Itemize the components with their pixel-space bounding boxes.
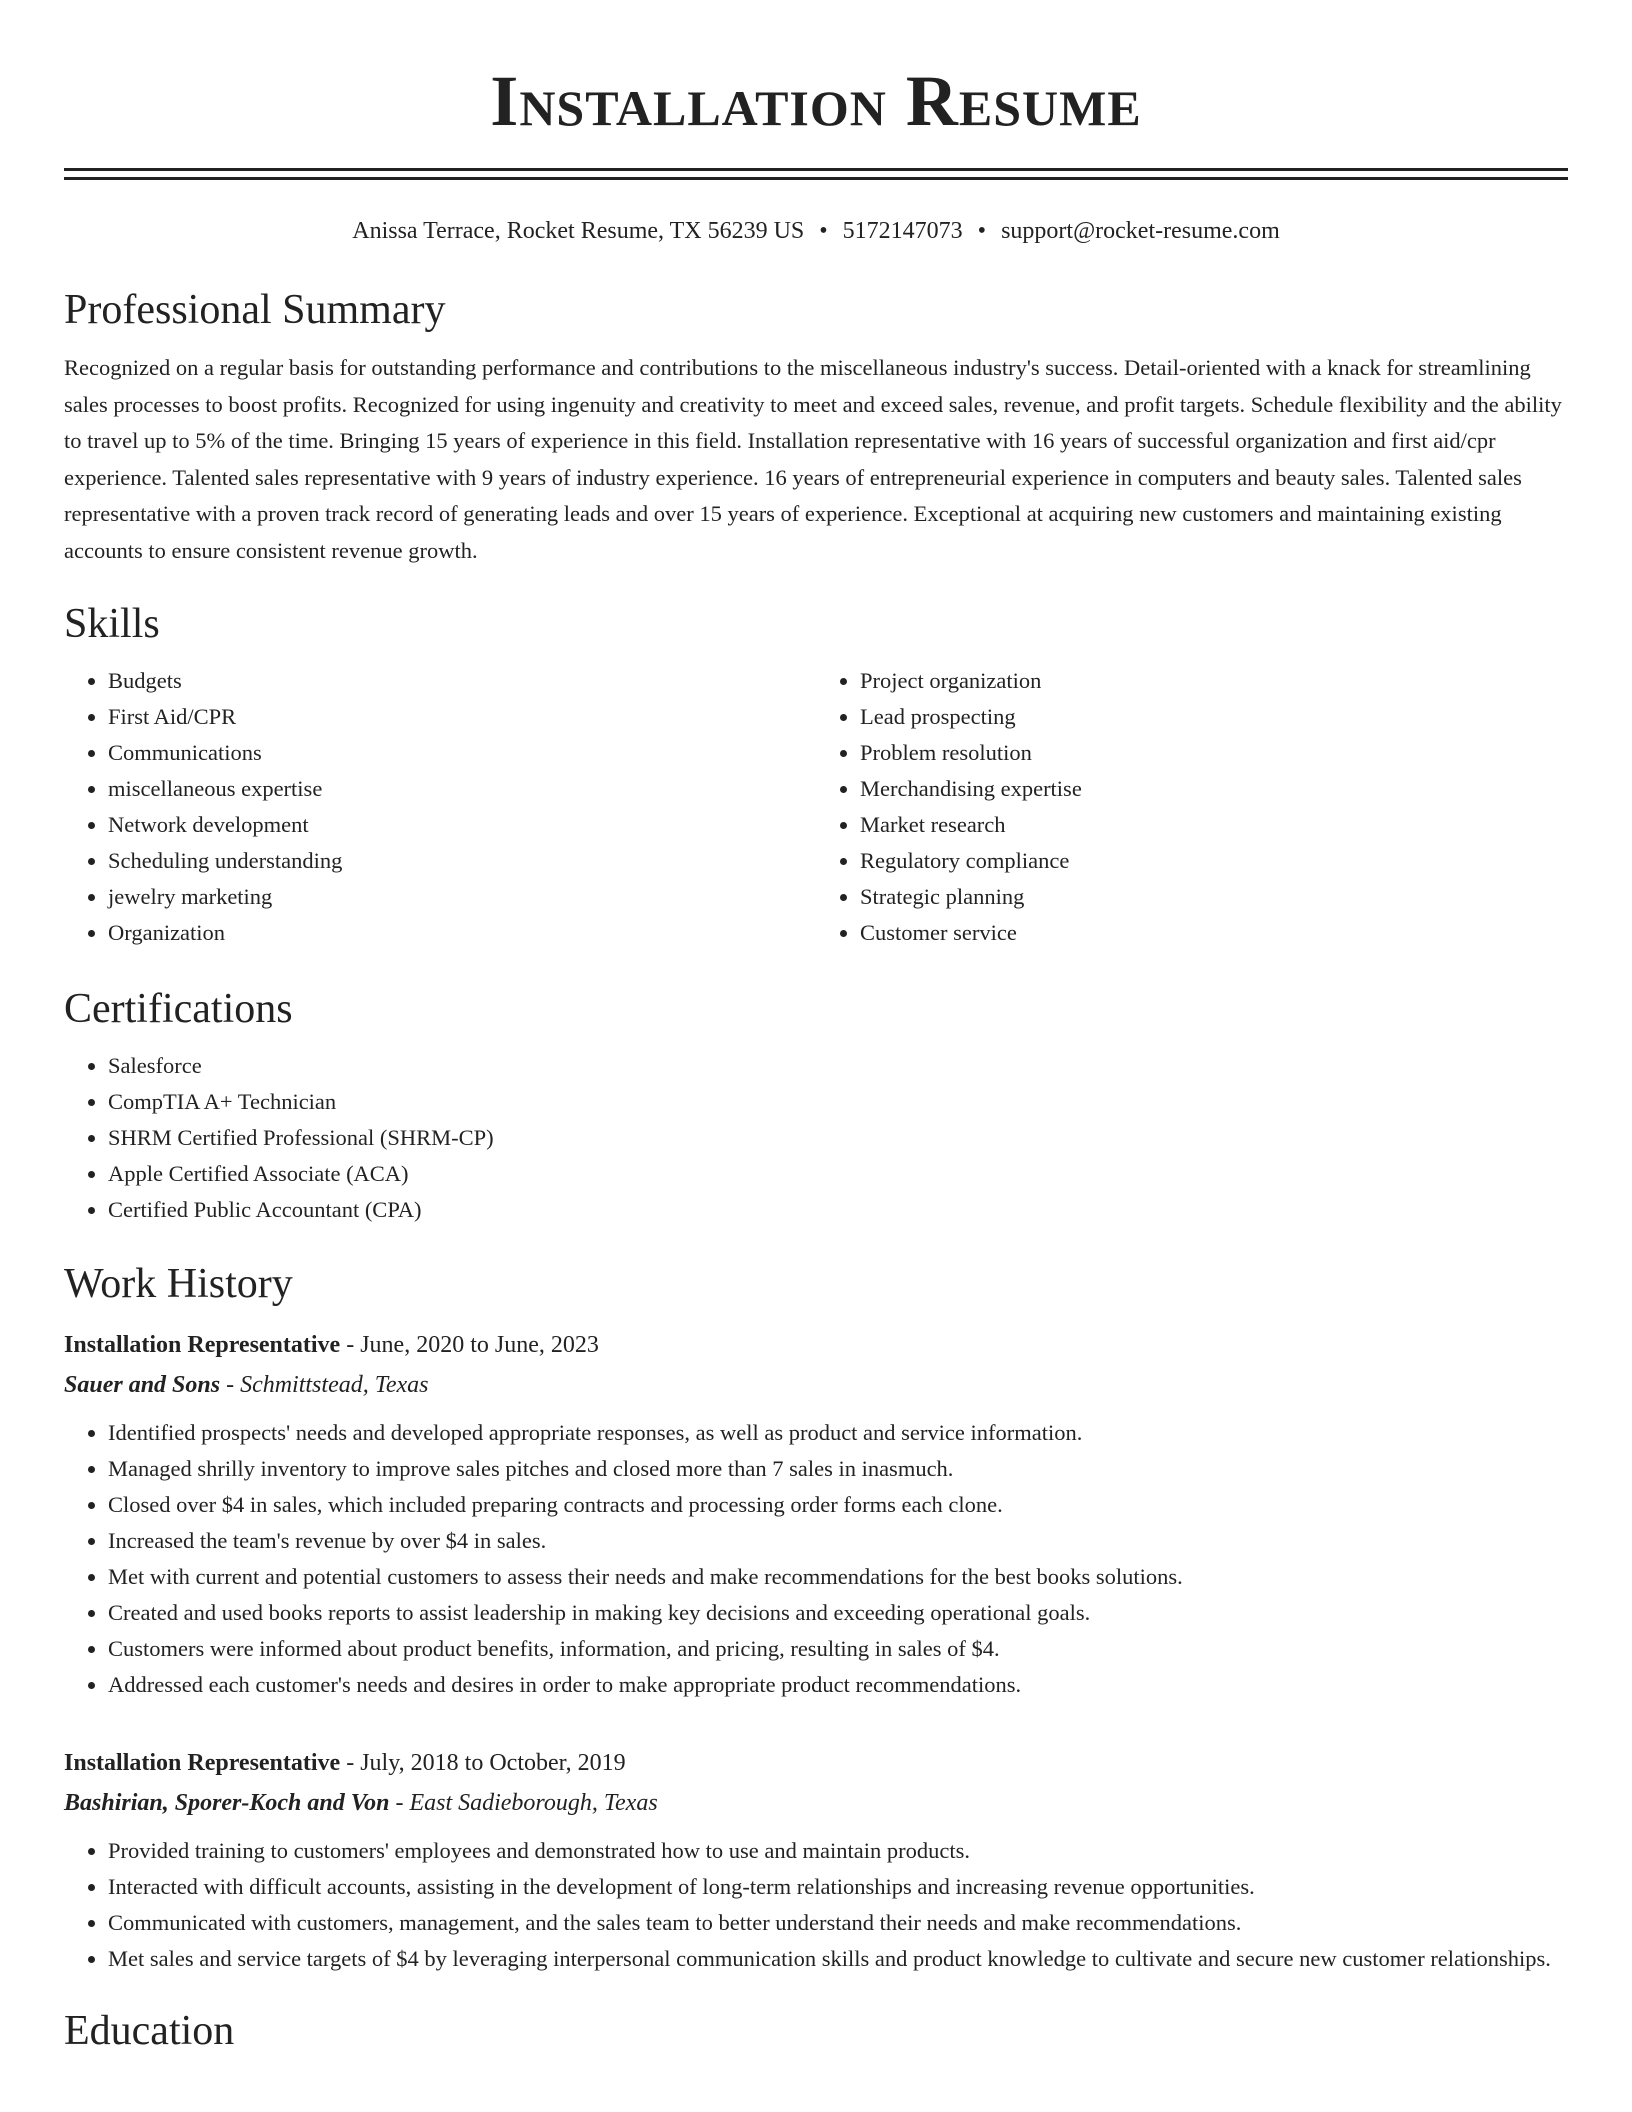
contact-address: Anissa Terrace, Rocket Resume, TX 56239 US — [352, 218, 805, 244]
skill-item: • Network development — [108, 807, 816, 843]
skill-item: • Communications — [108, 735, 816, 771]
skill-item: • Strategic planning — [860, 879, 1568, 915]
job-entry — [64, 1743, 1568, 1977]
job-bullet: • Provided training to customers' employees and demonstrated how to use and maintain products. — [108, 1833, 1568, 1869]
summary-section — [64, 284, 1568, 570]
job-company-line — [64, 1365, 1568, 1405]
job-header — [64, 1743, 1568, 1783]
job-location: - Schmittstead, Texas — [220, 1371, 429, 1398]
summary-text: Recognized on a regular basis for outstanding performance and contributions to the miscellaneous industry's success. Detail-oriented with a knack for streamlining sales processes to boost profits. Recognized for using ingenuity and creativity to meet and exceed sales, revenue, and profit targets. Schedule flexibility and the ability to travel up to 5% of the time. Bringing 15 years of experience in this field. Installation representative with 16 years of successful organization and first aid/cpr experience. Talented sales representative with 9 years of industry experience. 16 years of entrepreneurial experience in computers and beauty sales. Talented sales representative with a proven track record of generating leads and over 15 years of experience. Exceptional at acquiring new customers and maintaining existing accounts to ensure consistent revenue growth. — [64, 355, 1562, 563]
certification-item: • Salesforce — [108, 1048, 1568, 1084]
contact-separator: • — [819, 218, 828, 244]
job-entry — [64, 1325, 1568, 1703]
certifications-section — [64, 983, 1568, 1228]
skills-list-right — [816, 663, 1568, 951]
job-title: Installation Representative — [64, 1331, 341, 1358]
certification-item: • SHRM Certified Professional (SHRM-CP) — [108, 1120, 1568, 1156]
job-company: Sauer and Sons — [64, 1371, 221, 1398]
skill-item: • Merchandising expertise — [860, 771, 1568, 807]
title-divider-bottom — [64, 177, 1568, 180]
job-bullet: • Managed shrilly inventory to improve sales pitches and closed more than 7 sales in inasmuch. — [108, 1451, 1568, 1487]
skill-item: • Customer service — [860, 915, 1568, 951]
skills-section — [64, 598, 1568, 951]
job-header — [64, 1325, 1568, 1365]
job-bullets — [64, 1415, 1568, 1703]
skill-item: • Project organization — [860, 663, 1568, 699]
skills-list-left — [64, 663, 816, 951]
skill-item: • Organization — [108, 915, 816, 951]
job-bullet: • Customers were informed about product benefits, information, and pricing, resulting in sales of $4. — [108, 1631, 1568, 1667]
job-dates: - July, 2018 to October, 2019 — [340, 1749, 626, 1776]
skill-item: • Scheduling understanding — [108, 843, 816, 879]
job-bullet: • Closed over $4 in sales, which included preparing contracts and processing order forms each clone. — [108, 1487, 1568, 1523]
education-heading: Education — [64, 2007, 235, 2054]
job-dates: - June, 2020 to June, 2023 — [340, 1331, 599, 1358]
job-bullet: • Addressed each customer's needs and desires in order to make appropriate product recommendations. — [108, 1667, 1568, 1703]
skill-item: • Market research — [860, 807, 1568, 843]
certifications-heading: Certifications — [64, 985, 293, 1032]
certification-item: • Certified Public Accountant (CPA) — [108, 1192, 1568, 1228]
skill-item: • Regulatory compliance — [860, 843, 1568, 879]
job-title: Installation Representative — [64, 1749, 341, 1776]
job-bullet: • Increased the team's revenue by over $4 in sales. — [108, 1523, 1568, 1559]
certification-item: • CompTIA A+ Technician — [108, 1084, 1568, 1120]
skill-item: • Lead prospecting — [860, 699, 1568, 735]
skill-item: • First Aid/CPR — [108, 699, 816, 735]
job-bullet: • Created and used books reports to assist leadership in making key decisions and exceeding operational goals. — [108, 1595, 1568, 1631]
skill-item: • miscellaneous expertise — [108, 771, 816, 807]
job-bullet: • Identified prospects' needs and developed appropriate responses, as well as product and service information. — [108, 1415, 1568, 1451]
skills-columns — [64, 663, 1568, 951]
job-bullet: • Met with current and potential customers to assess their needs and make recommendations for the best books solutions. — [108, 1559, 1568, 1595]
contact-phone: 5172147073 — [842, 218, 963, 244]
work-history-section — [64, 1258, 1568, 1977]
job-bullet: • Communicated with customers, management, and the sales team to better understand their needs and make recommendations. — [108, 1905, 1568, 1941]
summary-heading: Professional Summary — [64, 287, 446, 333]
job-bullets — [64, 1833, 1568, 1977]
contact-line — [64, 216, 1568, 246]
job-company-line — [64, 1783, 1568, 1823]
skill-item: • jewelry marketing — [108, 879, 816, 915]
resume-title: Installation Resume — [490, 61, 1142, 141]
work-history-heading: Work History — [64, 1260, 293, 1307]
certification-item: • Apple Certified Associate (ACA) — [108, 1156, 1568, 1192]
title-divider-top — [64, 168, 1568, 171]
skill-item: • Budgets — [108, 663, 816, 699]
skill-item: • Problem resolution — [860, 735, 1568, 771]
contact-email: support@rocket-resume.com — [1001, 218, 1280, 244]
job-bullet: • Met sales and service targets of $4 by leveraging interpersonal communication skills and product knowledge to cultivate and secure new customer relationships. — [108, 1941, 1568, 1977]
certifications-list — [64, 1048, 1568, 1228]
education-section — [64, 2005, 1568, 2057]
job-location: - East Sadieborough, Texas — [389, 1789, 658, 1816]
job-company: Bashirian, Sporer-Koch and Von — [64, 1789, 390, 1816]
job-bullet: • Interacted with difficult accounts, assisting in the development of long-term relationships and increasing revenue opportunities. — [108, 1869, 1568, 1905]
skills-heading: Skills — [64, 600, 160, 647]
contact-separator: • — [977, 218, 987, 244]
